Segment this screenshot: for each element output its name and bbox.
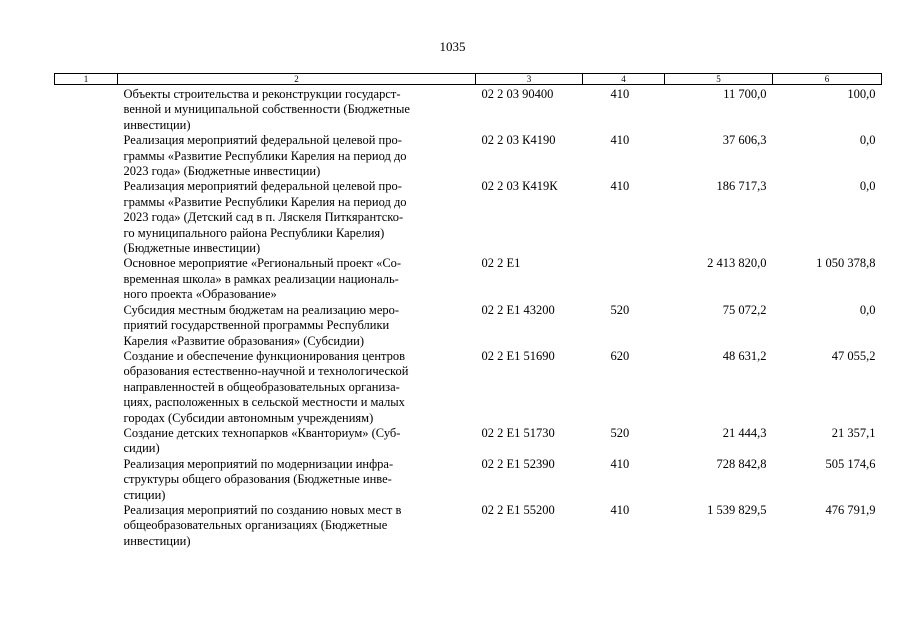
amount-column-6-cell: 21 357,1 (831, 425, 876, 440)
amount-column-5-cell: 728 842,8 (716, 456, 767, 471)
amount-column-5-cell: 75 072,2 (722, 302, 767, 317)
row-number-cell (55, 349, 118, 426)
amount-column-5-cell: 48 631,2 (722, 348, 767, 363)
target-article-code-cell: 02 2 03 К4190 (481, 133, 556, 148)
table-row (55, 133, 882, 179)
expense-name-cell: Объекты строительства и реконструкции государст- венной и муниципальной собственности (Бюджетные инвестиции) (123, 87, 410, 132)
amount-column-5-cell: 21 444,3 (722, 425, 767, 440)
target-article-code-cell: 02 2 E1 52390 (481, 456, 555, 471)
table-row (55, 503, 882, 549)
column-header-2: 2 (118, 74, 476, 85)
expense-type-cell: 410 (610, 87, 630, 101)
expense-name-cell: Реализация мероприятий по созданию новых мест в общеобразовательных организациях (Бюджетные инвестиции) (123, 502, 402, 548)
row-number-cell (55, 426, 118, 457)
expense-name-cell: Основное мероприятие «Региональный проект «Со- временная школа» в рамках реализации националь- ного проекта «Образование» (123, 256, 402, 302)
amount-column-5-cell: 37 606,3 (722, 133, 767, 148)
target-article-code-cell: 02 2 E1 51730 (481, 425, 555, 440)
table-row (55, 85, 882, 134)
row-number-cell (55, 457, 118, 503)
column-header-6: 6 (773, 74, 882, 85)
expense-name-cell: Реализация мероприятий по модернизации инфра- структуры общего образования (Бюджетные инве- стиции) (123, 456, 394, 502)
column-header-1: 1 (55, 74, 118, 85)
target-article-code-cell: 02 2 E1 (481, 256, 521, 271)
expense-name-cell: Реализация мероприятий федеральной целевой про- граммы «Развитие Республики Карелия на период до 2023 года» (Бюджетные инвестиции) (123, 133, 407, 179)
amount-column-5-cell: 186 717,3 (716, 179, 767, 194)
row-number-cell (55, 303, 118, 349)
expense-name-cell: Создание детских технопарков «Кванториум» (Суб- сидии) (123, 425, 401, 456)
amount-column-5-cell: 11 700,0 (723, 87, 767, 101)
amount-column-5-cell: 1 539 829,5 (707, 502, 767, 517)
expense-type-cell: 410 (610, 502, 630, 517)
expense-name-cell: Реализация мероприятий федеральной целевой про- граммы «Развитие Республики Карелия на период до 2023 года» (Детский сад в п. Ляскеля Питкярантско- го муниципального района Республики Карелия) (Бюджетные инвестиции) (123, 179, 407, 256)
table-row (55, 256, 882, 302)
expense-type-cell: 410 (610, 179, 630, 194)
amount-column-6-cell: 0,0 (859, 133, 876, 148)
table-row (55, 303, 882, 349)
row-number-cell (55, 133, 118, 179)
target-article-code-cell: 02 2 03 К419К (481, 179, 558, 194)
amount-column-6-cell: 47 055,2 (831, 348, 876, 363)
amount-column-6-cell: 0,0 (859, 179, 876, 194)
amount-column-6-cell: 1 050 378,8 (816, 256, 876, 271)
expense-type-cell: 520 (610, 302, 630, 317)
row-number-cell (55, 179, 118, 256)
amount-column-6-cell: 100,0 (847, 87, 876, 101)
expense-name-cell: Субсидия местным бюджетам на реализацию меро- приятий государственной программы Республики Карелия «Развитие образования» (Субсидии) (123, 302, 400, 348)
target-article-code-cell: 02 2 E1 43200 (481, 302, 555, 317)
table-row (55, 349, 882, 426)
amount-column-6-cell: 0,0 (859, 302, 876, 317)
table-row (55, 179, 882, 256)
expense-type-cell: 410 (610, 456, 630, 471)
amount-column-6-cell: 476 791,9 (825, 502, 876, 517)
header-row (55, 74, 882, 85)
expense-type-cell: 520 (610, 425, 630, 440)
column-header-5: 5 (665, 74, 773, 85)
table-row (55, 426, 882, 457)
expense-type-cell (583, 256, 665, 302)
column-header-4: 4 (583, 74, 665, 85)
table-row (55, 457, 882, 503)
row-number-cell (55, 85, 118, 134)
column-header-3: 3 (476, 74, 583, 85)
amount-column-5-cell: 2 413 820,0 (707, 256, 767, 271)
target-article-code-cell: 02 2 03 90400 (481, 87, 554, 101)
expense-name-cell: Создание и обеспечение функционирования центров образования естественно-научной и технологической направленностей в общеобразовательных организа- циях, расположенных в сельской местности и малых городах (Субсидии автономным учреждениям) (123, 348, 409, 425)
expense-type-cell: 620 (610, 348, 630, 363)
amount-column-6-cell: 505 174,6 (825, 456, 876, 471)
row-number-cell (55, 503, 118, 549)
expense-type-cell: 410 (610, 133, 630, 148)
table-body (55, 85, 882, 550)
row-number-cell (55, 256, 118, 302)
budget-table (54, 73, 882, 549)
target-article-code-cell: 02 2 E1 51690 (481, 348, 555, 363)
page-number: 1035 (439, 39, 466, 54)
target-article-code-cell: 02 2 E1 55200 (481, 502, 555, 517)
table-header (55, 74, 882, 85)
